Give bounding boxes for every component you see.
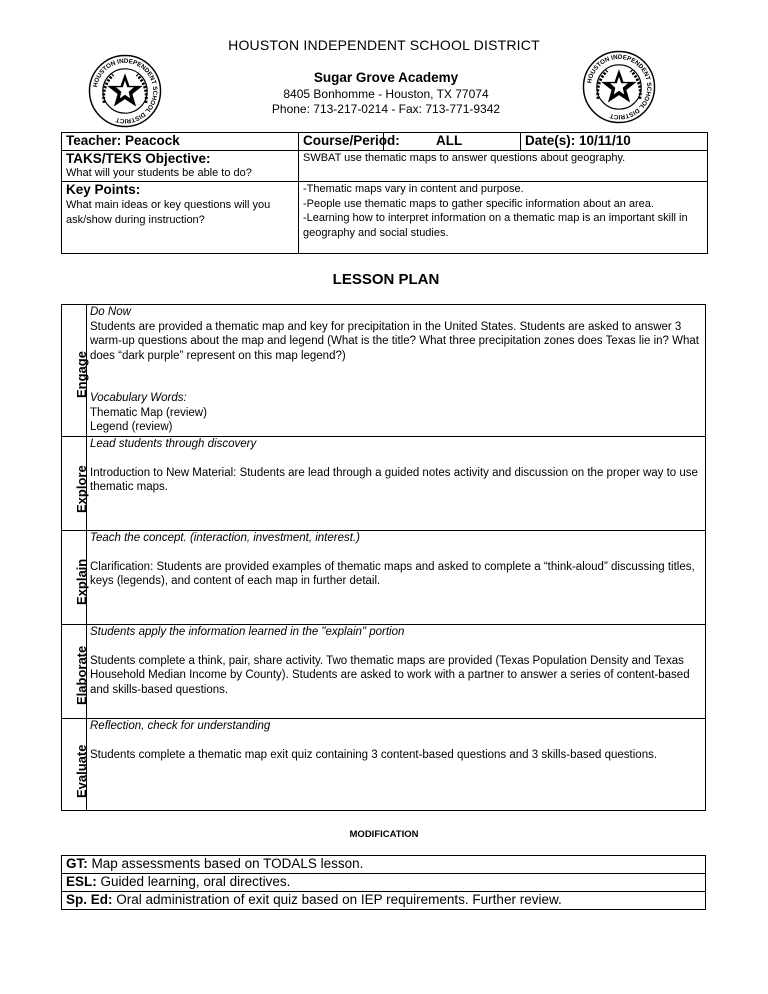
modification-row-sped: [62, 891, 705, 909]
keypoint: -Learning how to interpret information on a thematic map is an important skill in geography and social studies.: [303, 212, 688, 239]
explain-body: Clarification: Students are provided examples of thematic maps and asked to complete a “think-aloud” discussing titles, keys (legends), and content of each map in further detail.: [90, 560, 695, 587]
evaluate-body: Students complete a thematic map exit quiz containing 3 content-based questions and 3 skills-based questions.: [90, 748, 658, 761]
elaborate-heading: Students apply the information learned in the "explain" portion: [90, 626, 405, 638]
modification-label: GT:: [66, 856, 88, 871]
elaborate-body: Students complete a think, pair, share activity. Two thematic maps are provided (Texas Population Density and Texas Household Median Income by County). Students are asked to work with a partner to answer a series of content-based and skills-based questions.: [90, 654, 690, 696]
modification-text: Guided learning, oral directives.: [96, 874, 291, 889]
elaborate-label: Elaborate: [74, 645, 89, 705]
objective-label: TAKS/TEKS Objective:: [66, 151, 211, 166]
school-address: 8405 Bonhomme - Houston, TX 77074: [283, 87, 489, 101]
seal-text: HOUSTON INDEPENDENT SCHOOL DISTRICT: [92, 57, 159, 125]
modification-text: Map assessments based on TODALS lesson.: [87, 856, 364, 871]
vocab-item: Thematic Map (review): [90, 406, 207, 419]
lesson-plan-title: LESSON PLAN: [332, 271, 440, 288]
objective-label-cell: [62, 151, 299, 182]
district-name: HOUSTON INDEPENDENT SCHOOL DISTRICT: [228, 37, 540, 53]
engage-body: Students are provided a thematic map and key for precipitation in the United States. Students are asked to answer 3 warm-up questions about the map and legend (What is the title? What three precipitation zones does Texas lie in? What does “dark purple” represent on this map legend?): [90, 320, 699, 362]
evaluate-content: [90, 719, 699, 762]
explore-body: Introduction to New Material: Students are lead through a guided notes activity and discussion on the proper way to use thematic maps.: [90, 466, 698, 493]
district-seal-right: [582, 50, 656, 124]
elaborate-section: [62, 624, 705, 718]
modification-label: ESL:: [66, 874, 97, 889]
keypoints-sub: What main ideas or key questions will you ask/show during instruction?: [66, 199, 271, 226]
school-name: Sugar Grove Academy: [313, 70, 459, 85]
engage-label: Engage: [74, 351, 89, 398]
explore-label: Explore: [74, 465, 89, 513]
modification-table: [61, 855, 706, 910]
objective-sub: What will your students be able to do?: [66, 167, 252, 179]
keypoints-label: Key Points:: [66, 182, 141, 197]
school-phone: Phone: 713-217-0214 - Fax: 713-771-9342: [271, 102, 501, 116]
explain-section: [62, 530, 705, 624]
explore-section: [62, 436, 705, 530]
keypoint: -People use thematic maps to gather specific information about an area.: [303, 197, 654, 210]
evaluate-label: Evaluate: [74, 744, 89, 798]
keypoints-label-cell: [62, 182, 299, 254]
seal-text: HOUSTON INDEPENDENT SCHOOL DISTRICT: [586, 53, 653, 121]
keypoints-cell: [299, 182, 708, 254]
engage-content: [90, 305, 699, 435]
teacher-cell: Teacher: Peacock: [62, 133, 299, 151]
engage-heading: Do Now: [90, 306, 131, 318]
elaborate-content: [90, 625, 699, 697]
modification-title: MODIFICATION: [349, 829, 419, 840]
lesson-table: [61, 304, 706, 811]
dates-cell: Date(s): 10/11/10: [521, 133, 708, 151]
explore-heading: Lead students through discovery: [90, 438, 257, 450]
course-value: ALL: [384, 133, 521, 151]
modification-label: Sp. Ed:: [66, 892, 113, 907]
engage-section: [62, 305, 705, 436]
explain-heading: Teach the concept. (interaction, investment, interest.): [90, 532, 360, 544]
modification-row-gt: [62, 856, 705, 873]
vocab-item: Legend (review): [90, 421, 173, 433]
evaluate-heading: Reflection, check for understanding: [90, 720, 271, 732]
modification-text: Oral administration of exit quiz based on IEP requirements. Further review.: [112, 892, 562, 907]
objective-text: SWBAT use thematic maps to answer questions about geography.: [299, 151, 708, 182]
info-table: [61, 132, 708, 254]
evaluate-section: [62, 718, 705, 809]
explore-content: [90, 437, 699, 495]
course-label: Course/Period:: [299, 133, 384, 151]
explain-content: [90, 531, 699, 589]
keypoint: -Thematic maps vary in content and purpose.: [303, 183, 524, 195]
explain-label: Explain: [74, 558, 89, 605]
modification-row-esl: [62, 873, 705, 891]
vocab-heading: Vocabulary Words:: [90, 392, 187, 404]
